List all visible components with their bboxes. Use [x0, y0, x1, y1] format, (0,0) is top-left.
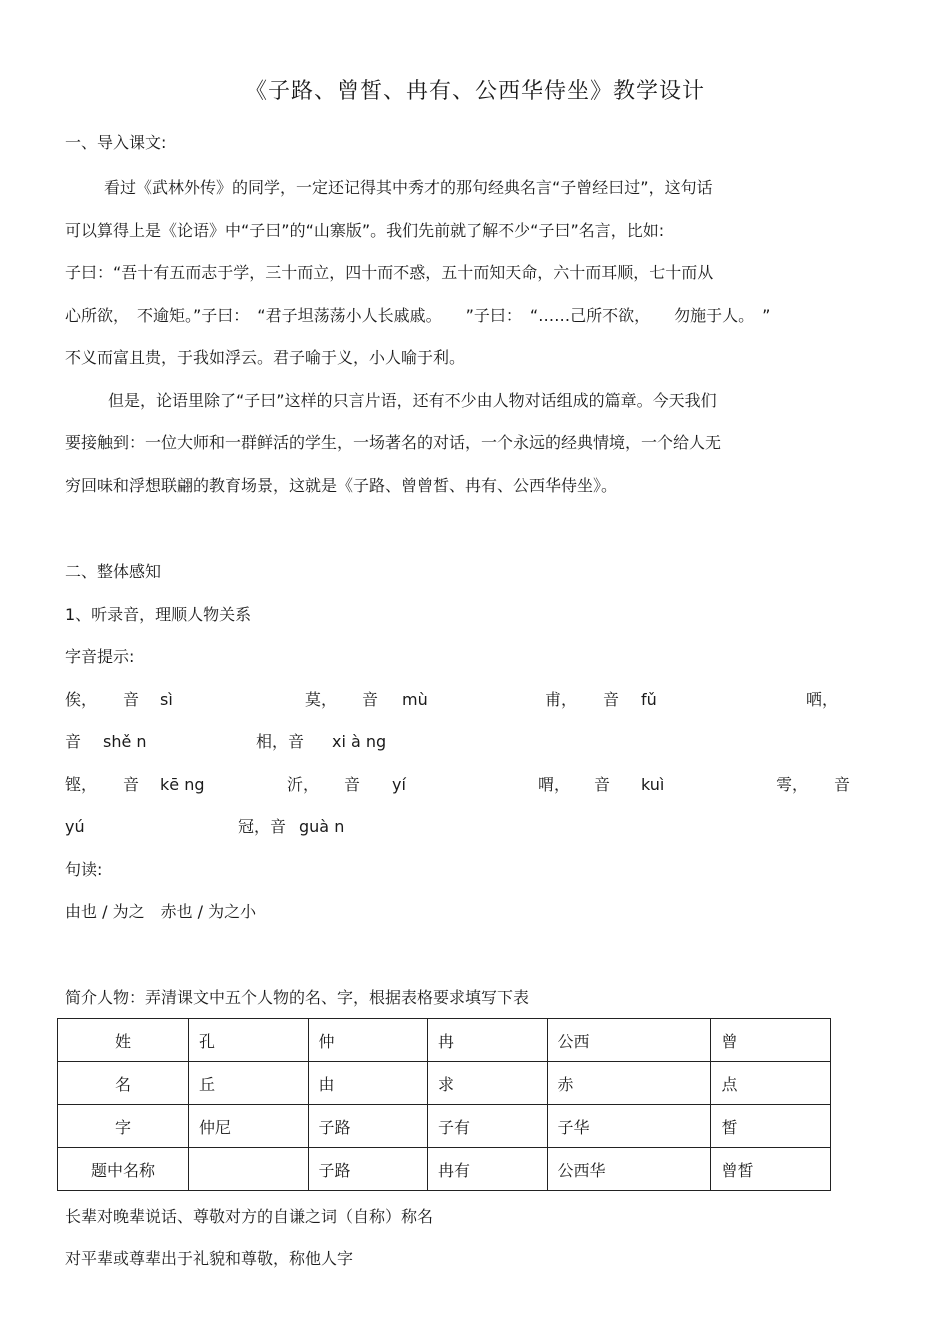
- table-cell: [189, 1148, 309, 1191]
- table-cell: 子有: [428, 1105, 548, 1148]
- pron-char: 莫，: [305, 690, 338, 709]
- pron-label: 音: [594, 775, 611, 794]
- table-row: [58, 1019, 831, 1062]
- pron-label: 音: [123, 775, 140, 794]
- table-cell: 子路: [308, 1148, 428, 1191]
- pron-pinyin: kuì: [641, 775, 665, 794]
- table-row: [58, 1148, 831, 1191]
- pron-char: 铿，: [65, 775, 98, 794]
- section-heading-intro: 一、导入课文:: [65, 133, 167, 152]
- sentence-reading-label: 句读:: [65, 860, 103, 879]
- list-item: 1、听录音，理顺人物关系: [65, 605, 252, 624]
- table-cell: 冉: [428, 1019, 548, 1062]
- table-cell: 题中名称: [58, 1148, 189, 1191]
- table-cell: 点: [711, 1062, 831, 1105]
- paragraph-line: 子曰：“吾十有五而志于学，三十而立，四十而不惑，五十而知天命，六十而耳顺，七十而从: [65, 263, 714, 282]
- pron-label: 音: [362, 690, 379, 709]
- table-cell: 曾: [711, 1019, 831, 1062]
- pronunciation-label: 字音提示:: [65, 647, 135, 666]
- pron-pinyin: sì: [160, 690, 173, 709]
- pron-pinyin: shě n: [103, 732, 147, 751]
- table-cell: 冉有: [428, 1148, 548, 1191]
- pron-char: 甫，: [545, 690, 578, 709]
- pron-pinyin: guà n: [299, 817, 345, 836]
- paragraph-line: 穷回味和浮想联翩的教育场景，这就是《子路、曾曾皙、冉有、公西华侍坐》。: [65, 476, 618, 495]
- paragraph-line: 心所欲， 不逾矩。”子曰： “君子坦荡荡小人长戚戚。 ”子曰： “……己所不欲， 勿施于人。 ”: [65, 306, 771, 325]
- pron-pinyin: xi à ng: [332, 732, 387, 751]
- table-cell: 字: [58, 1105, 189, 1148]
- pron-label: 音: [834, 775, 851, 794]
- pron-label: 音: [344, 775, 361, 794]
- table-row: [58, 1062, 831, 1105]
- document-title: 《子路、曾皙、冉有、公西华侍坐》教学设计: [244, 79, 705, 104]
- sentence-reading-text: 由也 / 为之 赤也 / 为之小: [65, 902, 257, 921]
- pron-char: 冠，音: [238, 817, 287, 836]
- paragraph-line: 可以算得上是《论语》中“子曰”的“山寨版”。我们先前就了解不少“子曰”名言，比如:: [65, 221, 665, 240]
- note-line: 长辈对晚辈说话、尊敬对方的自谦之词（自称）称名: [65, 1207, 434, 1226]
- paragraph-line: 但是，论语里除了“子曰”这样的只言片语，还有不少由人物对话组成的篇章。今天我们: [108, 391, 717, 410]
- people-table: [57, 1018, 831, 1191]
- table-cell: 曾皙: [711, 1148, 831, 1191]
- table-cell: 姓: [58, 1019, 189, 1062]
- pron-label: 音: [65, 732, 82, 751]
- pron-pinyin: kē ng: [160, 775, 205, 794]
- pron-char: 雩，: [776, 775, 809, 794]
- table-cell: 公西华: [547, 1148, 711, 1191]
- table-cell: 公西: [547, 1019, 711, 1062]
- paragraph-line: 不义而富且贵，于我如浮云。君子喻于义，小人喻于利。: [65, 348, 466, 367]
- table-cell: 求: [428, 1062, 548, 1105]
- table-cell: 由: [308, 1062, 428, 1105]
- pron-char: 俟，: [65, 690, 98, 709]
- pron-pinyin: fǔ: [641, 690, 657, 709]
- section-heading-overview: 二、整体感知: [65, 562, 162, 581]
- pron-char: 哂，: [806, 690, 839, 709]
- pron-char: 相，音: [256, 732, 305, 751]
- people-intro: 简介人物：弄清课文中五个人物的名、字，根据表格要求填写下表: [65, 988, 530, 1007]
- table-cell: 仲尼: [189, 1105, 309, 1148]
- pron-label: 音: [603, 690, 620, 709]
- table-cell: 子华: [547, 1105, 711, 1148]
- table-cell: 仲: [308, 1019, 428, 1062]
- paragraph-line: 要接触到：一位大师和一群鲜活的学生，一场著名的对话，一个永远的经典情境，一个给人无: [65, 433, 722, 452]
- pron-pinyin: yú: [65, 817, 85, 836]
- table-cell: 皙: [711, 1105, 831, 1148]
- table-cell: 子路: [308, 1105, 428, 1148]
- note-line: 对平辈或尊辈出于礼貌和尊敬，称他人字: [65, 1249, 354, 1268]
- pron-char: 喟，: [538, 775, 571, 794]
- pron-pinyin: mù: [402, 690, 428, 709]
- paragraph-line: 看过《武林外传》的同学，一定还记得其中秀才的那句经典名言“子曾经曰过”，这句话: [104, 178, 713, 197]
- table-cell: 孔: [189, 1019, 309, 1062]
- table-cell: 赤: [547, 1062, 711, 1105]
- pron-char: 沂，: [287, 775, 320, 794]
- table-cell: 名: [58, 1062, 189, 1105]
- table-row: [58, 1105, 831, 1148]
- table-cell: 丘: [189, 1062, 309, 1105]
- pron-pinyin: yí: [392, 775, 406, 794]
- pron-label: 音: [123, 690, 140, 709]
